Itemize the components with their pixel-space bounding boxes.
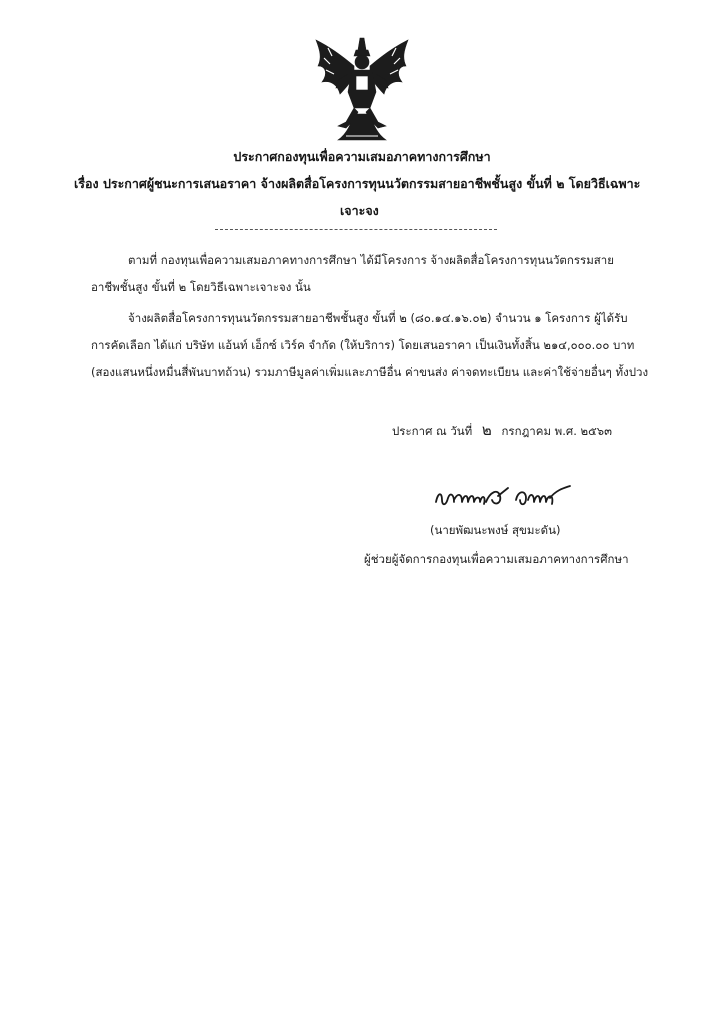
paragraph-2-line-3: (สองแสนหนึ่งหมื่นสี่พันบาทถ้วน) รวมภาษีมูลค่าเพิ่มและภาษีอื่น ค่าขนส่ง ค่าจดทะเบียน และค่าใช้จ่ายอื่นๆ ทั้งปวง	[91, 365, 649, 379]
paragraph-1-line-2: อาชีพชั้นสูง ขั้นที่ ๒ โดยวิธีเฉพาะเจาะจง นั้น	[91, 280, 311, 294]
date-day: ๒	[481, 421, 492, 439]
paragraph-2-line-1: จ้างผลิตสื่อโครงการทุนนวัตกรรมสายอาชีพชั้นสูง ขั้นที่ ๒ (๘๐.๑๔.๑๖.๐๒) จำนวน ๑ โครงการ ผู้ได้รับ	[128, 311, 628, 325]
announcement-date	[392, 418, 612, 442]
announcement-subject-line-1: เรื่อง ประกาศผู้ชนะการเสนอราคา จ้างผลิตสื่อโครงการทุนนวัตกรรมสายอาชีพชั้นสูง ขั้นที่ ๒ โดยวิธีเฉพาะ	[74, 176, 641, 191]
paragraph-1-line-1: ตามที่ กองทุนเพื่อความเสมอภาคทางการศึกษา ได้มีโครงการ จ้างผลิตสื่อโครงการทุนนวัตกรรมสาย	[128, 253, 614, 267]
signatory-position: ผู้ช่วยผู้จัดการกองทุนเพื่อความเสมอภาคทางการศึกษา	[364, 552, 629, 566]
heading-divider	[215, 229, 497, 230]
announcement-title: ประกาศกองทุนเพื่อความเสมอภาคทางการศึกษา	[233, 149, 491, 164]
handwritten-signature	[432, 478, 582, 518]
announcement-subject-line-2: เจาะจง	[340, 203, 379, 218]
garuda-emblem-icon	[310, 36, 414, 144]
signatory-name: (นายพัฒนะพงษ์ สุขมะดัน)	[430, 523, 561, 537]
date-prefix: ประกาศ ณ วันที่	[392, 424, 473, 438]
date-month-year: กรกฎาคม พ.ศ. ๒๕๖๓	[501, 424, 612, 438]
paragraph-2-line-2: การคัดเลือก ได้แก่ บริษัท แอ้นท์ เอ็กซ์ เวิร์ค จำกัด (ให้บริการ) โดยเสนอราคา เป็นเงินทั้งสิ้น ๒๑๔,๐๐๐.๐๐ บาท	[91, 338, 635, 352]
